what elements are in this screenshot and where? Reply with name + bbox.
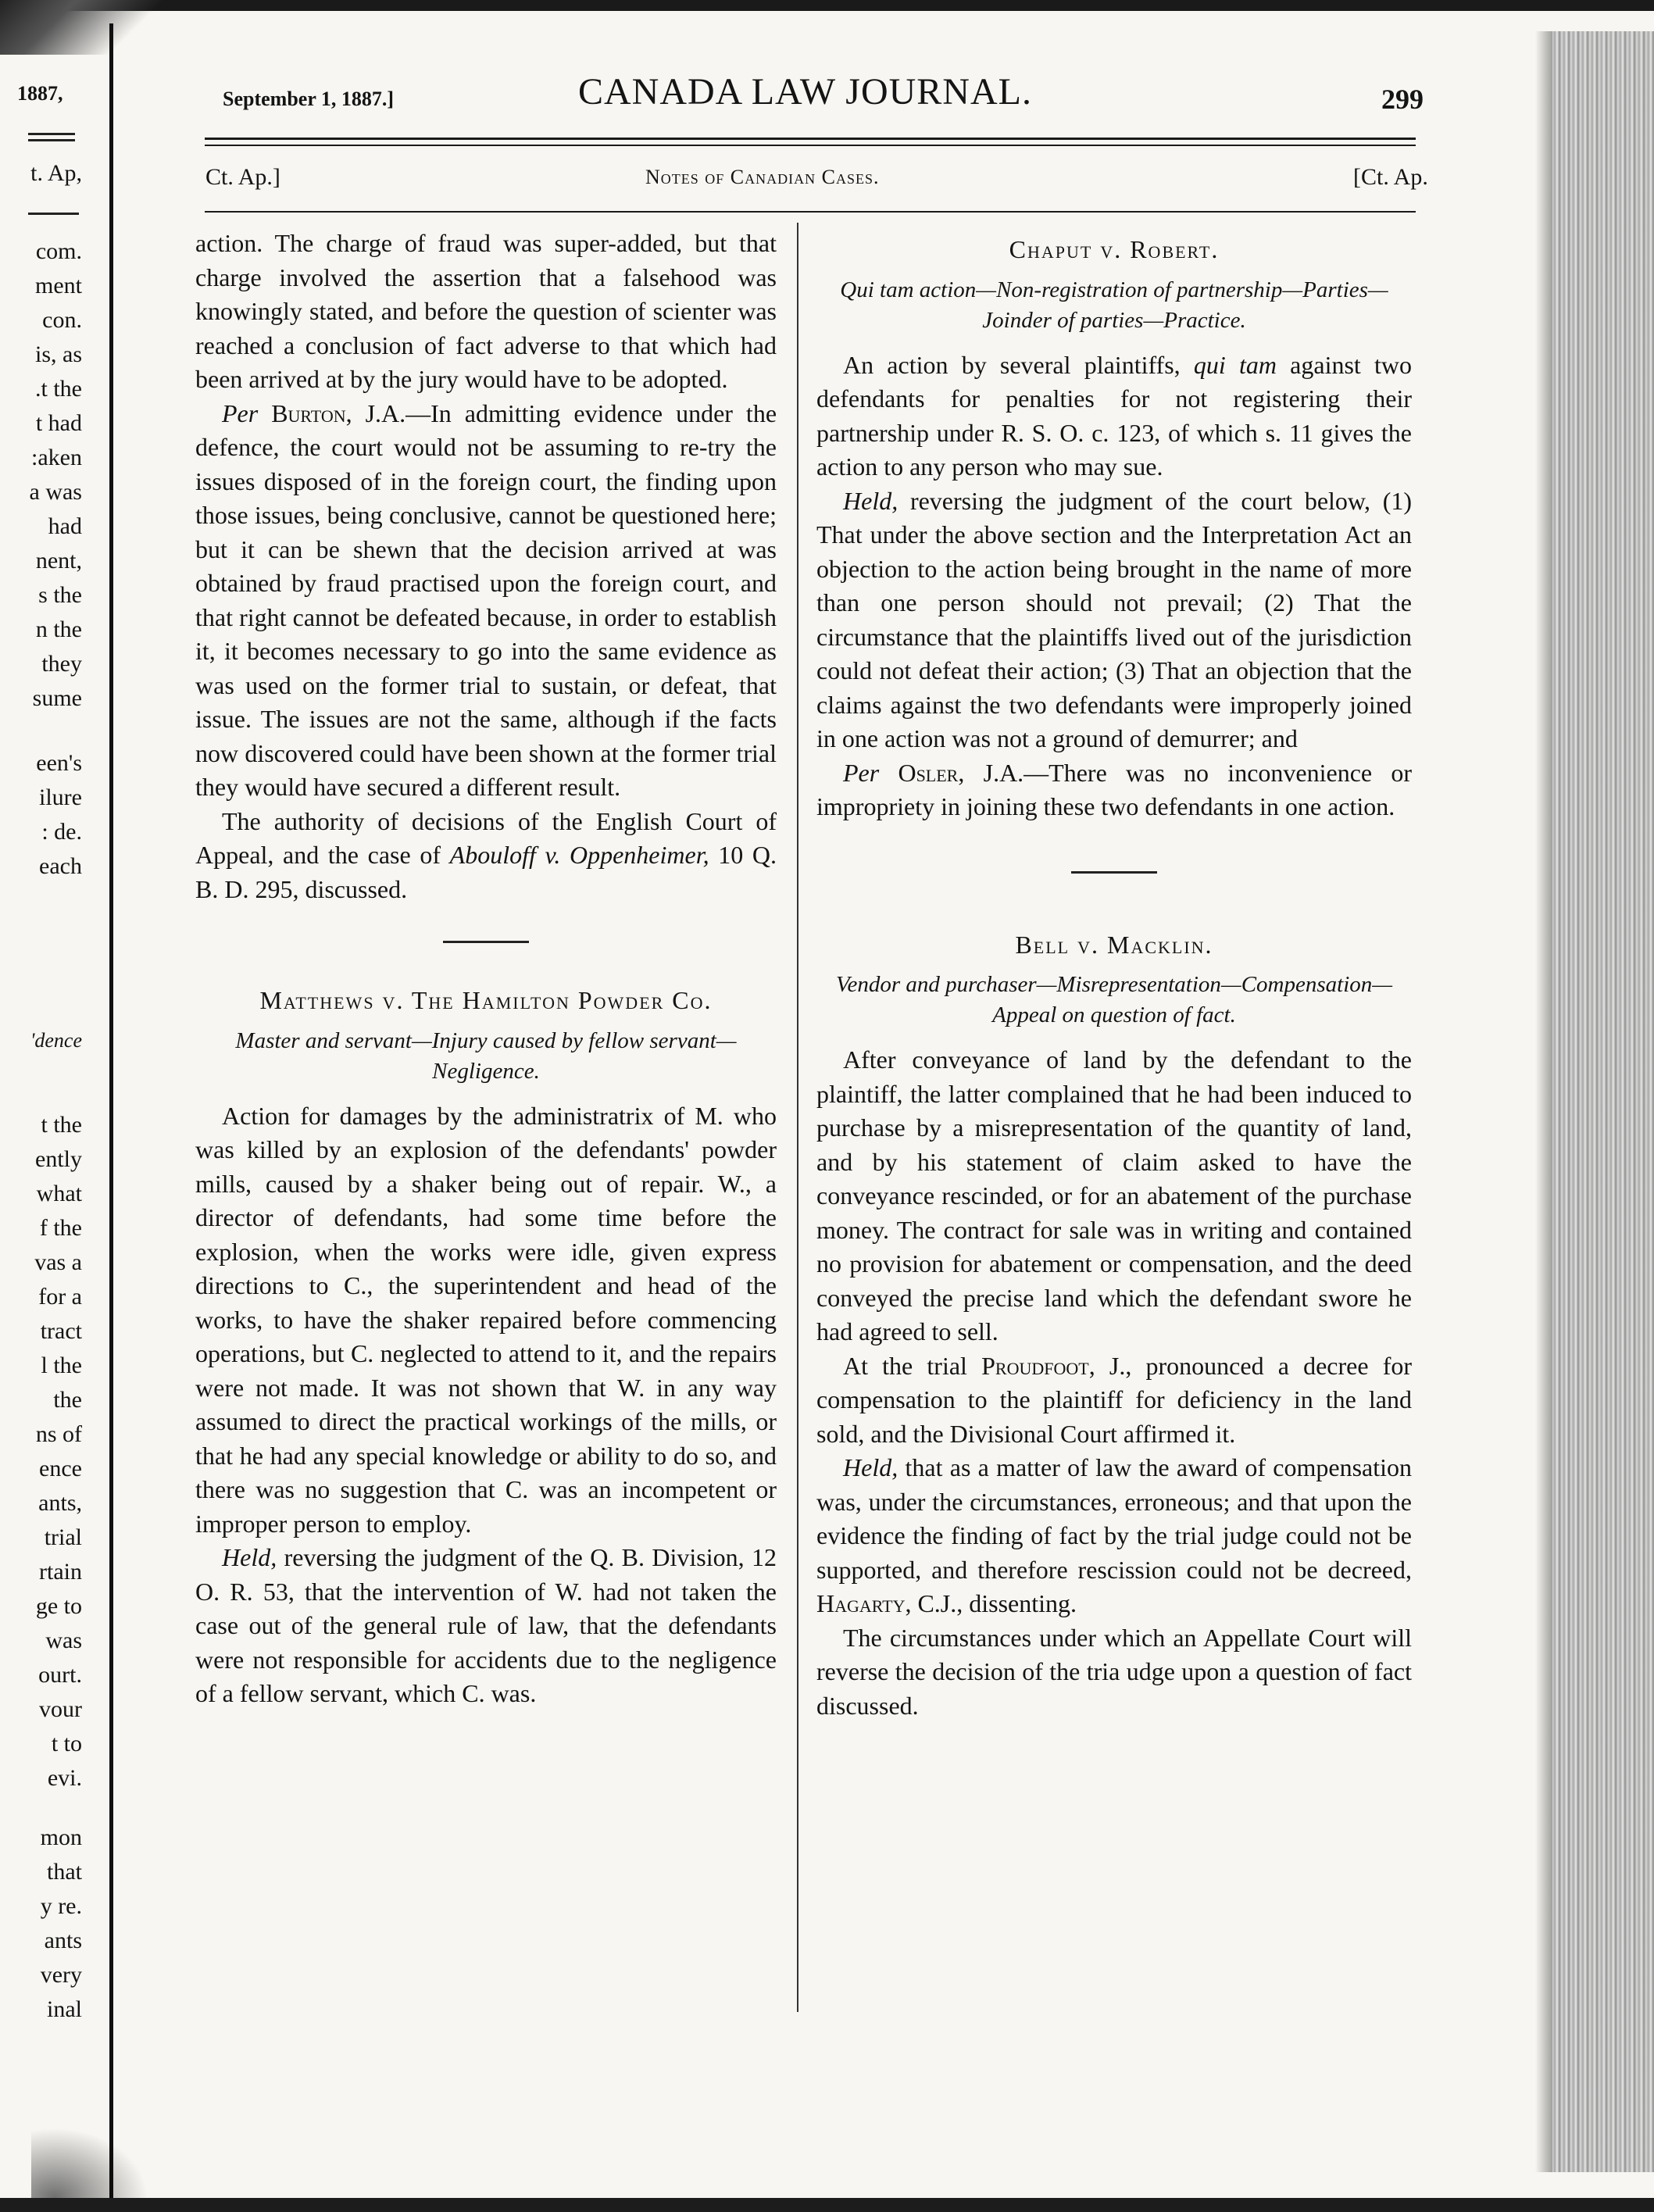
prev-page-line: :aken <box>31 445 82 470</box>
prev-page-rule <box>28 213 79 215</box>
prev-page-line: a was <box>29 479 82 505</box>
prev-page-line: vas a <box>34 1249 82 1275</box>
paragraph: Held, that as a matter of law the award of compensation was, under the circumstances, erroneous; and that upon the evidence the finding of fact by the trial judge could not be supported, and therefore rescission could not be decreed, Hagarty, C.J., dissenting. <box>816 1453 1413 1617</box>
prev-page-rule <box>28 133 75 135</box>
issue-date: September 1, 1887.] <box>223 88 395 110</box>
prev-page-fragment <box>16 1821 82 2027</box>
running-head-right: [Ct. Ap. <box>1353 164 1428 190</box>
paragraph: Held, reversing the judgment of the court below, (1) That under the above section and the Interpretation Act an objection to the action being brought in the name of more than one person should not prevail; (2) That the circumstance that the plaintiffs lived out of the jurisdiction could not defeat their action; (3) That an objection that the claims against the two defendants were improperly joined in one action was not a ground of demurrer; and <box>816 486 1413 752</box>
prev-page-fragment <box>16 1108 82 1796</box>
journal-title: CANADA LAW JOURNAL. <box>578 71 1032 113</box>
prev-page-line: inal <box>47 1996 82 2022</box>
prev-page-line: een's <box>36 750 82 776</box>
case-headnote: Qui tam action—Non-registration of partnership—Parties—Joinder of parties—Practice. <box>840 277 1388 333</box>
prev-page-line: for a <box>38 1284 82 1310</box>
prev-page-line: they <box>41 651 82 677</box>
prev-page-line: that <box>47 1859 82 1885</box>
prev-page-line: s the <box>38 582 82 608</box>
paragraph: An action by several plaintiffs, qui tam against two defendants for penalties for not registering their partnership under R. S. O. c. 123, of which s. 11 gives the action to any person who may sue. <box>816 350 1413 481</box>
paragraph: After conveyance of land by the defendant to the plaintiff, the latter complained that he had been induced to purchase by a misrepresentation of the quantity of land, and by his statement of claim asked to have the conveyance rescinded, or for an abatement of the purchase money. The contract for sale was in writing and contained no provision for abatement or compensation, and the deed conveyed the precise land which the defendant swore he had agreed to sell. <box>816 1045 1412 1345</box>
prev-page-line: was <box>45 1628 82 1653</box>
prev-page-rule <box>28 139 75 141</box>
prev-page-line: .t the <box>35 376 82 402</box>
page-gutter-line <box>109 23 113 2211</box>
prev-page-line: sume <box>32 685 82 711</box>
prev-page-line: ants <box>44 1928 82 1953</box>
section-separator <box>1071 871 1157 874</box>
running-head-center: Notes of Canadian Cases. <box>645 166 880 188</box>
prev-page-line: con. <box>42 307 82 333</box>
case-title: Bell v. Macklin. <box>1015 930 1213 959</box>
subheader-rule <box>205 211 1416 213</box>
prev-page-line: l the <box>41 1353 82 1378</box>
prev-page-line: ns of <box>35 1421 82 1447</box>
header-rule <box>205 138 1416 140</box>
prev-page-fragment <box>16 746 82 884</box>
prev-page-line: evi. <box>47 1765 82 1791</box>
paragraph: Action for damages by the administratrix of M. who was killed by an explosion of the defendants' powder mills, caused by a shaker being out of repair. W., a director of defendants, had some time before the explosion, when the works were idle, given express directions to C., the superintendent and head of the works, to have the shaker repaired before commencing operations, but C. neglected to attend to it, and the repairs were not made. It was not shown that W. in any way assumed to direct the practical workings of the mills, or that he had any special knowledge or ability to do so, and there was no suggestion that C. was an incompetent or improper person to employ. <box>195 1101 777 1538</box>
case-headnote: Vendor and purchaser—Misrepresentation—Compensation—Appeal on question of fact. <box>835 972 1393 1027</box>
prev-page-line: vour <box>39 1696 82 1722</box>
prev-page-line: trial <box>44 1524 82 1550</box>
column-divider <box>797 223 798 2012</box>
section-separator <box>443 941 529 943</box>
case-title: Chaput v. Robert. <box>1009 235 1220 263</box>
scan-top-edge <box>0 0 1654 11</box>
prev-page-line: : de. <box>41 819 82 845</box>
prev-page-line: the <box>53 1387 82 1413</box>
left-column <box>195 227 777 1711</box>
prev-page-line: t to <box>51 1731 82 1756</box>
prev-page-line: ants, <box>38 1490 82 1516</box>
prev-page-line: t the <box>41 1112 82 1138</box>
prev-page-ct-ap: t. Ap, <box>30 160 82 186</box>
prev-page-line: com. <box>35 238 82 264</box>
running-head-left: Ct. Ap.] <box>205 164 280 190</box>
scan-bottom-shadow <box>31 2128 148 2198</box>
paragraph: At the trial Proudfoot, J., pronounced a decree for compensation to the plaintiff for deficiency in the land sold, and the Divisional Court affirmed it. <box>816 1351 1413 1448</box>
prev-page-line: what <box>36 1181 82 1206</box>
prev-page-line: tract <box>40 1318 82 1344</box>
paragraph: Per Burton, J.A.—In admitting evidence under the defence, the court would not be assuming to re-try the issues disposed of in the foreign court, the finding upon those issues, being conclusive, cannot be questioned here; but it can be shewn that the decision arrived at was obtained by fraud practised upon the foreign court, and that right cannot be defeated because, in order to establish it, it becomes necessary to go into the same evidence as was used on the former trial to sustain, or defeat, that issue. The issues are not the same, although if the facts now discovered could have been shown at the former trial they would have secured a different result. <box>195 398 777 801</box>
paragraph: Per Osler, J.A.—There was no inconvenience or impropriety in joining these two defendants in one action. <box>816 758 1412 820</box>
prev-page-line: 'dence <box>30 1029 82 1052</box>
prev-page-line: ently <box>35 1146 82 1172</box>
paragraph: action. The charge of fraud was super-added, but that charge involved the assertion that a falsehood was knowingly stated, and before the question of scienter was reached a conclusion of fact adverse to that which had been arrived at by the jury would have to be adopted. <box>195 229 777 393</box>
prev-page-line: f the <box>39 1215 82 1241</box>
prev-page-line: t had <box>35 410 82 436</box>
right-column <box>816 227 1412 1723</box>
paragraph: The authority of decisions of the English Court of Appeal, and the case of Abouloff v. Oppenheimer, 10 Q. B. D. 295, discussed. <box>195 806 777 903</box>
prev-page-line: had <box>48 513 82 539</box>
case-headnote: Master and servant—Injury caused by fellow servant—Negligence. <box>235 1027 737 1084</box>
prev-page-line: ment <box>35 273 82 298</box>
scan-bottom-edge <box>0 2198 1654 2212</box>
scan-corner-shadow <box>0 0 164 55</box>
prev-page-line: y re. <box>40 1893 82 1919</box>
prev-page-year: 1887, <box>17 82 63 105</box>
prev-page-line: ence <box>39 1456 82 1481</box>
page-number: 299 <box>1381 84 1424 115</box>
prev-page-line: very <box>40 1962 82 1988</box>
prev-page-line: n the <box>35 616 82 642</box>
header-rule <box>205 145 1416 146</box>
prev-page-fragment <box>16 1024 82 1058</box>
prev-page-line: each <box>39 853 82 879</box>
prev-page-line: ilure <box>39 784 82 810</box>
prev-page-line: mon <box>40 1824 82 1850</box>
case-title: Matthews v. The Hamilton Powder Co. <box>259 986 713 1014</box>
paragraph: Held, reversing the judgment of the Q. B. Division, 12 O. R. 53, that the intervention of W. had not taken the case out of the general rule of law, that the defendants were not responsible for accidents due to the negligence of a fellow servant, which C. was. <box>195 1543 777 1707</box>
paragraph: The circumstances under which an Appellate Court will reverse the decision of the tria udge upon a question of fact discussed. <box>816 1623 1412 1720</box>
prev-page-line: nent, <box>35 548 82 574</box>
scan-right-edge <box>1552 31 1654 2172</box>
prev-page-fragment <box>16 234 82 716</box>
prev-page-line: is, as <box>35 341 82 367</box>
prev-page-line: ge to <box>35 1593 82 1619</box>
scan-right-shadow <box>1535 31 1552 2172</box>
prev-page-line: ourt. <box>38 1662 82 1688</box>
prev-page-line: rtain <box>39 1559 82 1585</box>
